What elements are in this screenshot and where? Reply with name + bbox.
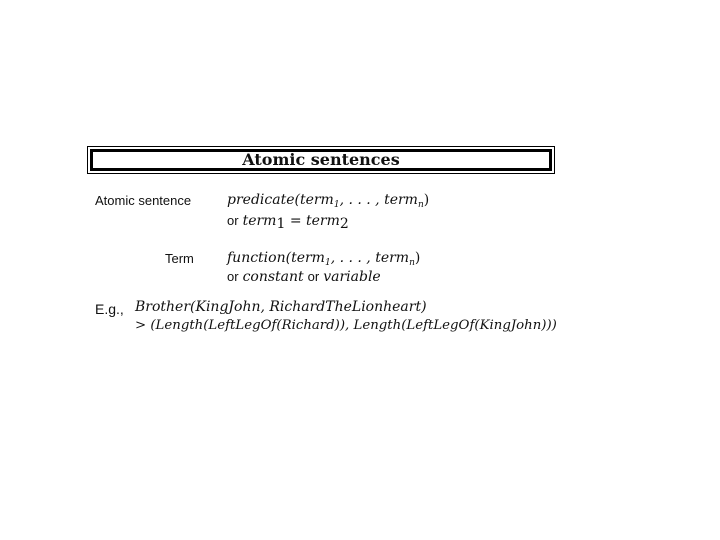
or-word: or xyxy=(227,269,239,284)
atomic-sentence-definition xyxy=(227,192,429,210)
subscript: 1 xyxy=(324,258,331,268)
function-text: function(term xyxy=(227,250,325,266)
subscript: n xyxy=(409,258,415,268)
constant-text: constant xyxy=(242,269,304,285)
term-alternatives xyxy=(227,268,381,286)
example-label: E.g., xyxy=(95,301,124,317)
term-text: term xyxy=(306,213,340,229)
ellipsis-term-text: , . . . , term xyxy=(339,192,418,208)
subscript: 1 xyxy=(333,200,340,210)
subscript: 1 xyxy=(276,216,286,232)
atomic-sentence-label: Atomic sentence xyxy=(95,193,192,208)
or-word: or xyxy=(307,269,320,284)
ellipsis-term-text: , . . . , term xyxy=(330,250,410,266)
predicate-text: predicate(term xyxy=(227,192,334,208)
close-paren: ) xyxy=(414,250,421,266)
close-paren: ) xyxy=(423,192,430,208)
variable-text: variable xyxy=(323,269,381,285)
atomic-sentence-alternative xyxy=(227,212,349,232)
subscript: 2 xyxy=(339,216,349,232)
term-label: Term xyxy=(165,251,194,266)
slide-title: Atomic sentences xyxy=(242,150,400,169)
subscript: n xyxy=(417,200,424,210)
title-box xyxy=(90,149,552,171)
example-line-1: Brother(KingJohn, RichardTheLionheart) xyxy=(135,299,427,315)
term-text: term xyxy=(242,213,277,229)
equals-sign: = xyxy=(285,213,307,229)
or-word: or xyxy=(227,213,239,228)
term-definition xyxy=(227,250,420,268)
example-line-2: > (Length(LeftLegOf(Richard)), Length(LeftLegOf(KingJohn))) xyxy=(135,318,557,333)
